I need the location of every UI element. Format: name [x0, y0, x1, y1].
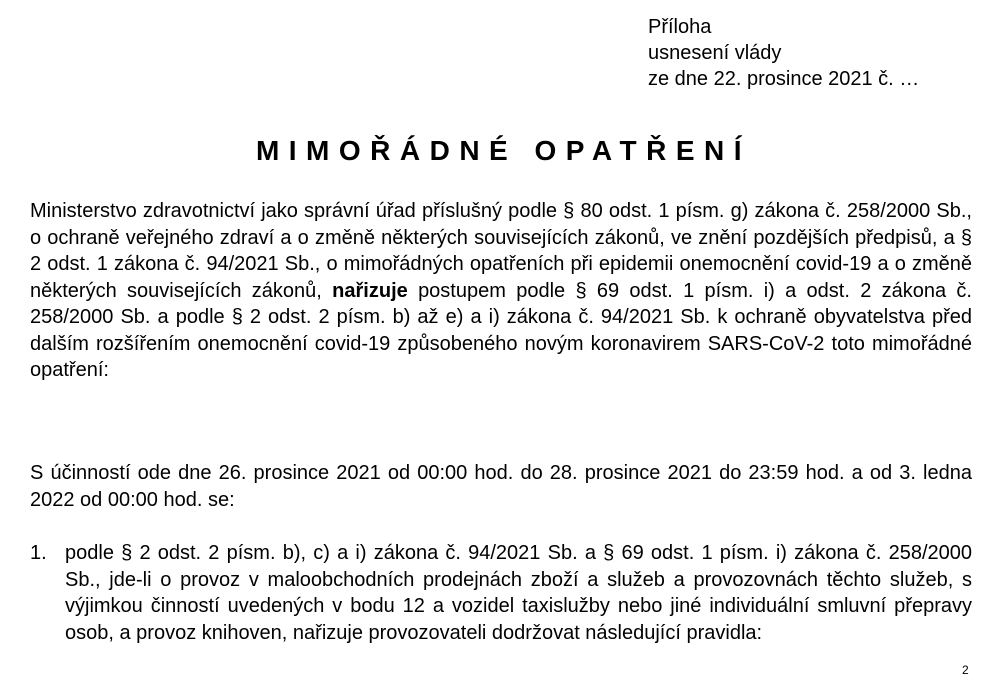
- effective-paragraph: S účinností ode dne 26. prosince 2021 od 00:00 hod. do 28. prosince 2021 do 23:59 hod. a od 3. ledna 2022 od 00:00 hod. se:: [30, 462, 972, 511]
- list-item-text: podle § 2 odst. 2 písm. b), c) a i) zákona č. 94/2021 Sb. a § 69 odst. 1 písm. i) zákona č. 258/2000 Sb., jde-li o provoz v maloobchodních prodejnách zboží a služeb a provozovnách těchto služeb, s výjimkou činností uvedených v bodu 12 a vozidel taxislužby nebo jiné individuální smluvní přepravy osob, a provoz knihoven, nařizuje provozovateli dodržovat následující pravidla:: [65, 542, 972, 644]
- list-item: [30, 540, 972, 646]
- page-number: 2: [962, 663, 969, 677]
- annex-resolution: usnesení vlády: [648, 42, 782, 64]
- annex-date: ze dne 22. prosince 2021 č. …: [648, 68, 920, 90]
- annex-header: [648, 14, 919, 92]
- document-title: MIMOŘÁDNÉ OPATŘENÍ: [255, 135, 752, 166]
- intro-bold-keyword: nařizuje: [332, 279, 408, 302]
- intro-paragraph: [30, 198, 972, 384]
- intro-text-part1: Ministerstvo zdravotnictví jako správní úřad příslušný podle § 80 odst. 1 písm. g) zákona č. 258/2000 Sb., o ochraně veřejného zdraví a o změně některých souvisejících zákonů, ve znění pozdějších předpisů, a § 2 odst. 1 zákona č. 94/2021 Sb., o mimořádných opatřeních při epidemii onemocnění covid-19 a o změně některých souvisejících zákonů,: [30, 200, 972, 302]
- intro-text-part2: postupem podle § 69 odst. 1 písm. i) a odst. 2 zákona č. 258/2000 Sb. a podle § 2 odst. 2 písm. b) až e) a i) zákona č. 94/2021 Sb. k ochraně obyvatelstva před dalším rozšířením onemocnění covid-19 způsobeného novým koronavirem SARS-CoV-2 toto mimořádné opatření:: [30, 279, 972, 381]
- list-item-number: 1.: [30, 542, 47, 564]
- annex-label: Příloha: [648, 16, 712, 38]
